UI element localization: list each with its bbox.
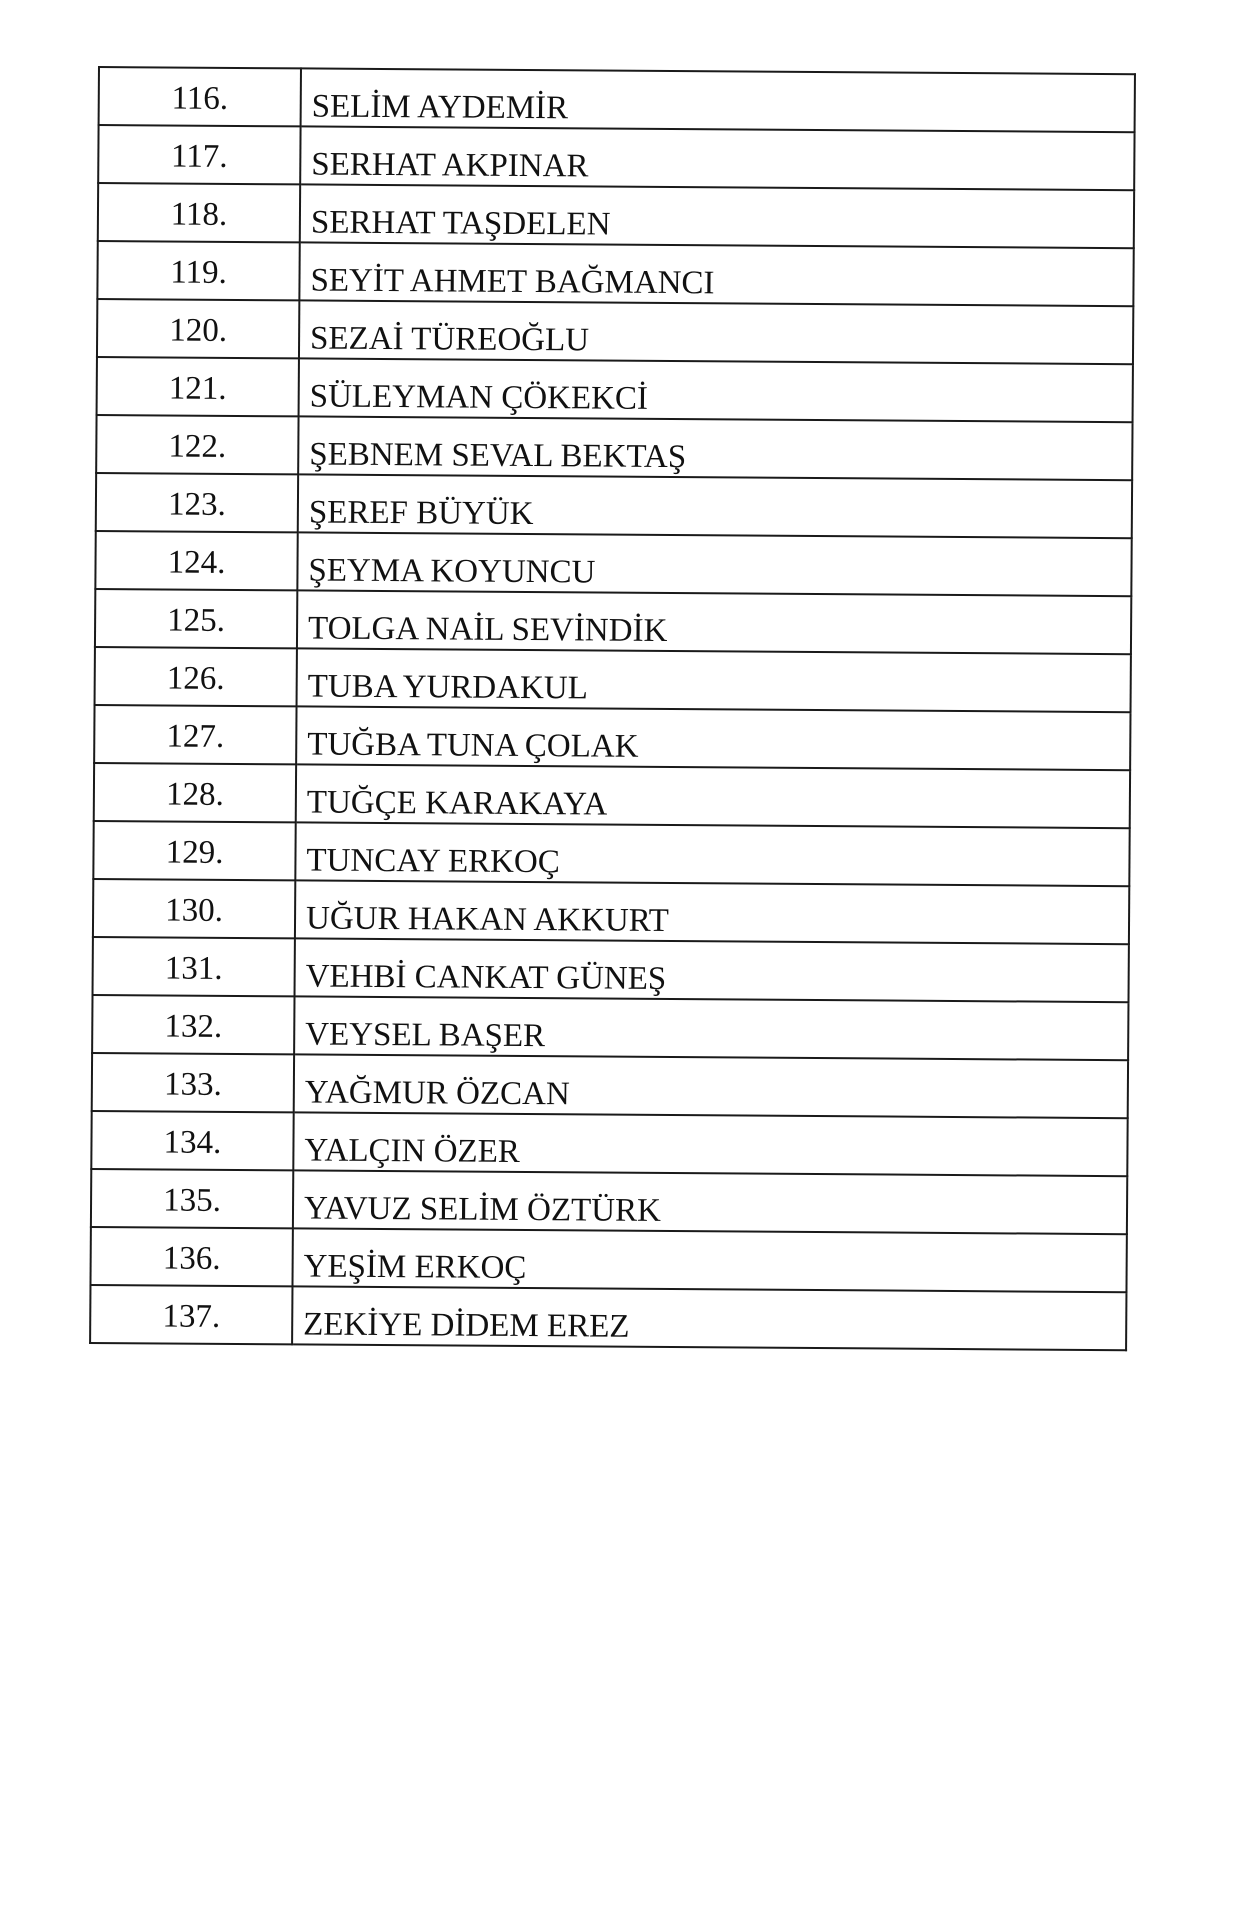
table-row bbox=[91, 1169, 1127, 1234]
row-number: 125. bbox=[95, 589, 297, 648]
table-row bbox=[99, 67, 1135, 132]
row-number: 120. bbox=[97, 299, 299, 358]
person-name: SERHAT TAŞDELEN bbox=[300, 184, 1134, 248]
table-row bbox=[94, 705, 1130, 770]
row-number: 122. bbox=[96, 415, 298, 474]
person-name: YEŞİM ERKOÇ bbox=[292, 1228, 1126, 1292]
person-name: ŞEBNEM SEVAL BEKTAŞ bbox=[298, 416, 1132, 480]
row-number: 128. bbox=[94, 763, 296, 822]
person-name: SERHAT AKPINAR bbox=[300, 126, 1134, 190]
table-row bbox=[96, 415, 1132, 480]
table-row bbox=[90, 1227, 1126, 1292]
row-number: 129. bbox=[93, 821, 295, 880]
person-name: UĞUR HAKAN AKKURT bbox=[295, 880, 1129, 944]
row-number: 133. bbox=[92, 1053, 294, 1112]
table-row bbox=[98, 125, 1134, 190]
person-name: TUBA YURDAKUL bbox=[297, 648, 1131, 712]
person-name: SELİM AYDEMİR bbox=[301, 68, 1135, 132]
person-name: VEHBİ CANKAT GÜNEŞ bbox=[295, 938, 1129, 1002]
row-number: 131. bbox=[93, 937, 295, 996]
table-row bbox=[90, 1285, 1126, 1350]
table-row bbox=[94, 763, 1130, 828]
name-list-table bbox=[89, 66, 1136, 1351]
table-row bbox=[95, 589, 1131, 654]
person-name: SÜLEYMAN ÇÖKEKCİ bbox=[299, 358, 1133, 422]
table-row bbox=[98, 183, 1134, 248]
table-row bbox=[96, 473, 1132, 538]
row-number: 135. bbox=[91, 1169, 293, 1228]
person-name: YALÇIN ÖZER bbox=[293, 1112, 1127, 1176]
name-list-body bbox=[90, 67, 1135, 1350]
table-row bbox=[91, 1111, 1127, 1176]
row-number: 136. bbox=[90, 1227, 292, 1286]
person-name: YAVUZ SELİM ÖZTÜRK bbox=[293, 1170, 1127, 1234]
table-row bbox=[93, 879, 1129, 944]
row-number: 126. bbox=[95, 647, 297, 706]
person-name: TUĞÇE KARAKAYA bbox=[296, 764, 1130, 828]
person-name: TUĞBA TUNA ÇOLAK bbox=[296, 706, 1130, 770]
table-row bbox=[93, 821, 1129, 886]
row-number: 116. bbox=[99, 67, 301, 126]
person-name: TOLGA NAİL SEVİNDİK bbox=[297, 590, 1131, 654]
table-row bbox=[92, 995, 1128, 1060]
table-row bbox=[97, 357, 1133, 422]
table-row bbox=[97, 299, 1133, 364]
table-row bbox=[95, 647, 1131, 712]
row-number: 119. bbox=[97, 241, 299, 300]
person-name: ŞEREF BÜYÜK bbox=[298, 474, 1132, 538]
person-name: ŞEYMA KOYUNCU bbox=[297, 532, 1131, 596]
row-number: 118. bbox=[98, 183, 300, 242]
row-number: 127. bbox=[94, 705, 296, 764]
row-number: 117. bbox=[98, 125, 300, 184]
row-number: 124. bbox=[95, 531, 297, 590]
table-row bbox=[95, 531, 1131, 596]
person-name: SEZAİ TÜREOĞLU bbox=[299, 300, 1133, 364]
table-row bbox=[92, 1053, 1128, 1118]
person-name: SEYİT AHMET BAĞMANCI bbox=[299, 242, 1133, 306]
person-name: VEYSEL BAŞER bbox=[294, 996, 1128, 1060]
row-number: 123. bbox=[96, 473, 298, 532]
row-number: 137. bbox=[90, 1285, 292, 1344]
row-number: 121. bbox=[97, 357, 299, 416]
table-row bbox=[93, 937, 1129, 1002]
row-number: 132. bbox=[92, 995, 294, 1054]
row-number: 130. bbox=[93, 879, 295, 938]
table-row bbox=[97, 241, 1133, 306]
person-name: TUNCAY ERKOÇ bbox=[295, 822, 1129, 886]
person-name: YAĞMUR ÖZCAN bbox=[294, 1054, 1128, 1118]
person-name: ZEKİYE DİDEM EREZ bbox=[292, 1286, 1126, 1350]
row-number: 134. bbox=[91, 1111, 293, 1170]
